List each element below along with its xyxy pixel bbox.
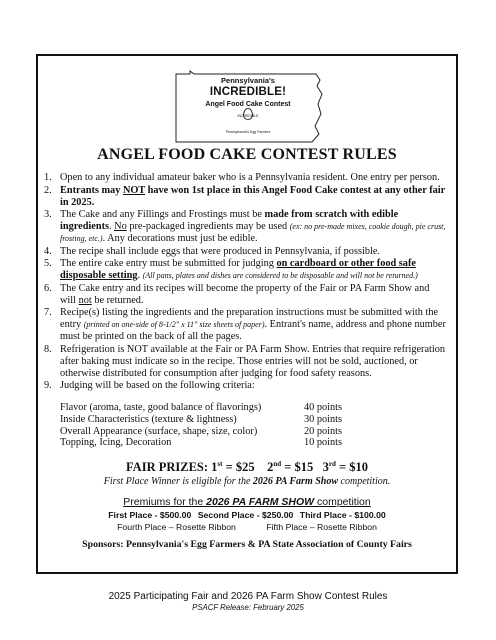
criteria-points: 20 points [304, 425, 343, 437]
rule-item [42, 344, 446, 380]
rule-number: 5. [44, 258, 52, 269]
criteria-label: Inside Characteristics (texture & lightness) [60, 413, 237, 425]
rule-text: . [109, 221, 115, 232]
rule-item [42, 185, 446, 209]
rules-list [42, 172, 446, 393]
criteria-label: Overall Appearance (surface, shape, size, color) [60, 425, 258, 437]
criteria-label: Topping, Icing, Decoration [60, 437, 172, 449]
premiums-heading [36, 496, 458, 508]
fair-prizes [36, 460, 458, 475]
rule-text: The Cake and any Fillings and Frostings must be [60, 209, 265, 220]
premium-second: Second Place - $250.00 [197, 510, 294, 520]
prizes-label: FAIR PRIZES: [125, 460, 212, 475]
rule-item [42, 172, 446, 184]
rule-item [42, 283, 446, 307]
rule-text: not [78, 294, 92, 306]
sponsors: Sponsors: Pennsylvania's Egg Farmers & PA State Association of County Fairs [82, 539, 412, 550]
third-prize: = $10 [335, 460, 369, 475]
logo-line-3: Angel Food Cake Contest [205, 101, 291, 108]
winner-note [36, 476, 458, 487]
rule-number: 1. [44, 172, 52, 183]
rule-item [42, 246, 446, 258]
rule-item [42, 258, 446, 282]
second-prize: = $15 [281, 460, 314, 475]
premium-fourth: Fourth Place – Rosette Ribbon [117, 522, 236, 532]
rule-text: Refrigeration is NOT available at the Fair or PA Farm Show. Entries that require refrigeration after baking must indicate so in the recipe. Those entries will not be sold, auctioned, or otherwise distributed for consumption after judging for food safety reasons. [60, 343, 446, 379]
first-number: 1 [211, 460, 218, 475]
rule-text: pre-packaged ingredients may be used [126, 221, 290, 232]
page-title: ANGEL FOOD CAKE CONTEST RULES [97, 146, 397, 163]
logo-tagline: Pennsylvania's Egg Farmers [225, 130, 271, 134]
criteria-row [60, 414, 380, 426]
rule-text: (ex: no pre-made mixes, cookie dough, pie crust, frosting, etc.) [60, 222, 446, 243]
first-ordinal: st [217, 460, 223, 468]
rule-text: . Entrant's name, address and phone number must be printed on the back of all the pages. [60, 319, 446, 342]
premiums-heading-pre: Premiums for the [123, 496, 207, 508]
premiums-heading-post: competition [314, 496, 371, 508]
rule-text: The Cake entry and its recipes will become the property of the Fair or PA Farm Show and will [60, 282, 430, 306]
rule-number: 8. [44, 343, 52, 355]
premiums-heading-bold: 2026 PA FARM SHOW [206, 496, 315, 508]
rule-number: 9. [44, 380, 52, 391]
rule-text: No [114, 221, 127, 232]
rule-item [42, 209, 446, 245]
criteria-points: 40 points [304, 402, 343, 413]
rule-text: be returned. [91, 294, 144, 306]
logo-line-1: Pennsylvania's [221, 76, 275, 85]
premiums-ribbons [36, 522, 458, 532]
judging-criteria [60, 402, 380, 449]
rule-text: have won 1st place in this Angel Food Cake contest at any other fair in 2025. [60, 184, 446, 208]
contest-logo [172, 70, 324, 144]
rule-text: Recipe(s) listing the ingredients and the preparation instructions must be submitted with the entry [60, 307, 439, 330]
first-prize: = $25 [222, 460, 255, 475]
rule-text: (All pans, plates and dishes are considered to be disposable and will not be returned.) [142, 271, 418, 280]
rule-text: . Any decorations must just be edible. [102, 233, 258, 244]
rule-text: on cardboard or other food safe disposable setting [60, 258, 416, 281]
premium-fifth: Fifth Place – Rosette Ribbon [266, 522, 377, 532]
rule-item [42, 307, 446, 343]
rule-item [42, 380, 446, 392]
premium-first: First Place - $500.00 [108, 510, 192, 520]
winner-note-pre: First Place Winner is eligible for the [103, 476, 253, 487]
rule-text: . [137, 270, 143, 281]
footer-release: PSACF Release: February 2025 [192, 603, 304, 612]
premium-third: Third Place - $100.00 [299, 510, 386, 520]
logo-line-2: INCREDIBLE! [209, 86, 287, 98]
criteria-points: 10 points [304, 437, 343, 449]
third-ordinal: rd [328, 460, 336, 468]
criteria-row [60, 402, 380, 414]
rule-number: 6. [44, 282, 52, 294]
footer-title: 2025 Participating Fair and 2026 PA Farm Show Contest Rules [108, 591, 388, 602]
premiums-top-places [36, 510, 458, 520]
criteria-row [60, 426, 380, 438]
rule-text: NOT [122, 184, 146, 196]
rule-text: made from scratch with edible ingredients [60, 209, 399, 232]
rule-text: Open to any individual amateur baker who is a Pennsylvania resident. One entry per person. [60, 172, 440, 183]
rule-number: 4. [44, 245, 52, 257]
third-number: 3 [322, 460, 329, 475]
winner-note-post: competition. [338, 476, 391, 487]
second-number: 2 [267, 460, 274, 475]
rule-number: 7. [44, 307, 52, 318]
rule-text: The entire cake entry must be submitted for judging [60, 258, 277, 269]
logo-egg-mark: INCREDIBLE [237, 114, 259, 118]
rule-number: 2. [44, 184, 52, 196]
rule-text: Entrants may [60, 184, 123, 196]
second-ordinal: nd [273, 460, 282, 468]
criteria-label: Flavor (aroma, taste, good balance of flavorings) [60, 402, 262, 413]
criteria-points: 30 points [304, 413, 343, 425]
rule-number: 3. [44, 209, 52, 220]
rule-text: The recipe shall include eggs that were produced in Pennsylvania, if possible. [60, 245, 380, 257]
rule-text: (printed on one-side of 8-1/2" x 11" size sheets of paper) [83, 320, 265, 329]
rule-text: Judging will be based on the following criteria: [60, 380, 255, 391]
winner-note-bold: 2026 PA Farm Show [252, 476, 339, 487]
criteria-row [60, 437, 380, 449]
